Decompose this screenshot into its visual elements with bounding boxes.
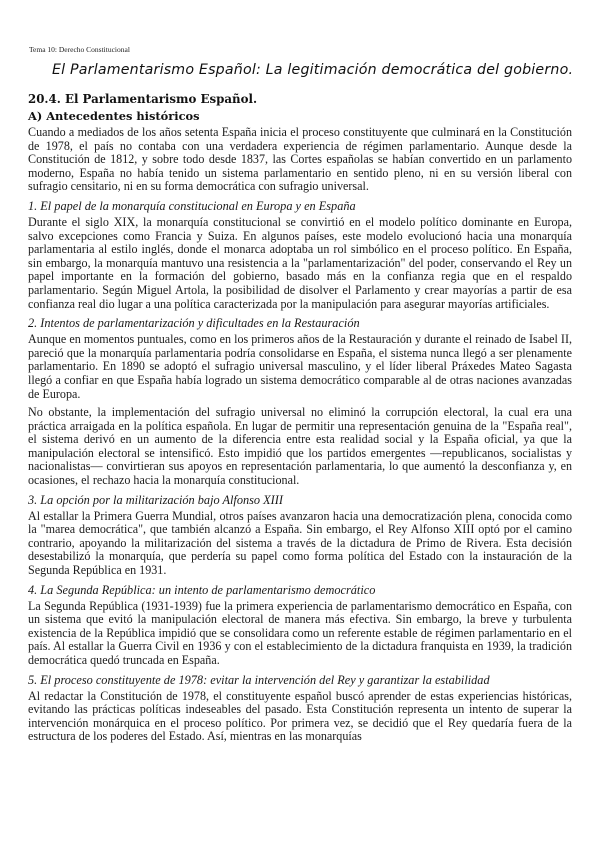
subsection-heading: A) Antecedentes históricos [28,109,200,123]
item-heading-5: 5. El proceso constituyente de 1978: evitar la intervención del Rey y garantizar la estabilidad [28,672,490,687]
item-2-paragraph-2: No obstante, la implementación del sufragio universal no eliminó la corrupción electoral, la cual era una práctica arraigada en la política española. En lugar de permitir una representación genuina de la "España real", el sistema derivó en un aumento de la diferencia entre esta realidad social y la España oficial, ya que la manipulación electoral se intensificó. Esto impidió que los partidos emergentes —republicanos, socialistas y nacionalistas— convirtieran sus apoyos en representación parlamentaria, lo que aumentó la desconfianza y, en ocasiones, el rechazo hacia la monarquía constitucional. [28,405,572,488]
item-heading-2: 2. Intentos de parlamentarización y dificultades en la Restauración [28,316,360,331]
item-4-paragraph: La Segunda República (1931-1939) fue la primera experiencia de parlamentarismo democrático en España, con un sistema que evitó la manipulación electoral de manera más efectiva. Sin embargo, la breve y turbulenta existencia de la República impidió que se consolidara como un referente estable de régimen parlamentario en el país. Al estallar la Guerra Civil en 1936 y con el establecimiento de la dictadura franquista en 1939, la tradición democrática quedó truncada en España. [28,598,572,667]
item-heading-4: 4. La Segunda República: un intento de parlamentarismo democrático [28,582,376,597]
document-body [28,92,572,748]
document-title: El Parlamentarismo Español: La legitimación democrática del gobierno. [52,62,574,78]
item-heading-1: 1. El papel de la monarquía constitucional en Europa y en España [28,198,356,213]
item-3-paragraph: Al estallar la Primera Guerra Mundial, otros países avanzaron hacia una democratización plena, conocida como la "marea democrática", que también alcanzó a España. Sin embargo, el Rey Alfonso XIII optó por el camino contrario, apoyando la militarización del sistema a través de la dictadura de Primo de Rivera. Esta decisión desestabilizó la monarquía, que perdería su papel como forma política del Estado con la instauración de la Segunda República en 1931. [28,508,572,578]
item-1-paragraph: Durante el siglo XIX, la monarquía constitucional se convirtió en el modelo político dominante en Europa, salvo excepciones como Francia y Suiza. En algunos países, este modelo evolucionó hacia una monarquía parlamentaria al estilo inglés, donde el monarca adoptaba un rol simbólico en el proceso político. En España, sin embargo, la monarquía mantuvo una resistencia a la "parlamentarización" del poder, conservando el Rey un papel importante en la formación del gobierno, basado más en la confianza regia que en el respaldo parlamentario. Según Miguel Artola, la posibilidad de disolver el Parlamento y crear mayorías a partir de esa confianza real dio lugar a una política caracterizada por la manipulación para asegurar mayorías artificiales. [28,214,572,311]
item-2-paragraph-1: Aunque en momentos puntuales, como en los primeros años de la Restauración y durante el reinado de Isabel II, pareció que la monarquía parlamentaria podría consolidarse en España, el sistema nunca llegó a ser plenamente parlamentario. En 1890 se adoptó el sufragio universal masculino, y el líder liberal Práxedes Mateo Sagasta llegó a confiar en que España había logrado un sistema democrático comparable al de otras naciones avanzadas de Europa. [28,332,572,401]
item-5-paragraph: Al redactar la Constitución de 1978, el constituyente español buscó aprender de estas experiencias históricas, evitando las prácticas políticas indeseables del pasado. Esta Constitución representa un intento de superar la intervención monárquica en el proceso político. Por primera vez, se decidió que el Rey quedaría fuera de la estructura de los poderes del Estado. Así, mientras en las monarquías [28,688,572,744]
intro-paragraph: Cuando a mediados de los años setenta España inicia el proceso constituyente que culminará en la Constitución de 1978, el país no contaba con una verdadera experiencia de régimen parlamentario. Aunque desde la Constitución de 1812, y sobre todo desde 1837, las Cortes españolas se habían convertido en un parlamento moderno, España no había tenido un sistema parlamentario en sentido pleno, ni en su versión liberal con sufragio censitario, ni en su forma democrática con sufragio universal. [28,125,572,194]
running-head: Tema 10: Derecho Constitucional [29,45,130,54]
item-heading-3: 3. La opción por la militarización bajo Alfonso XIII [28,492,283,507]
section-heading: 20.4. El Parlamentarismo Español. [28,92,258,106]
